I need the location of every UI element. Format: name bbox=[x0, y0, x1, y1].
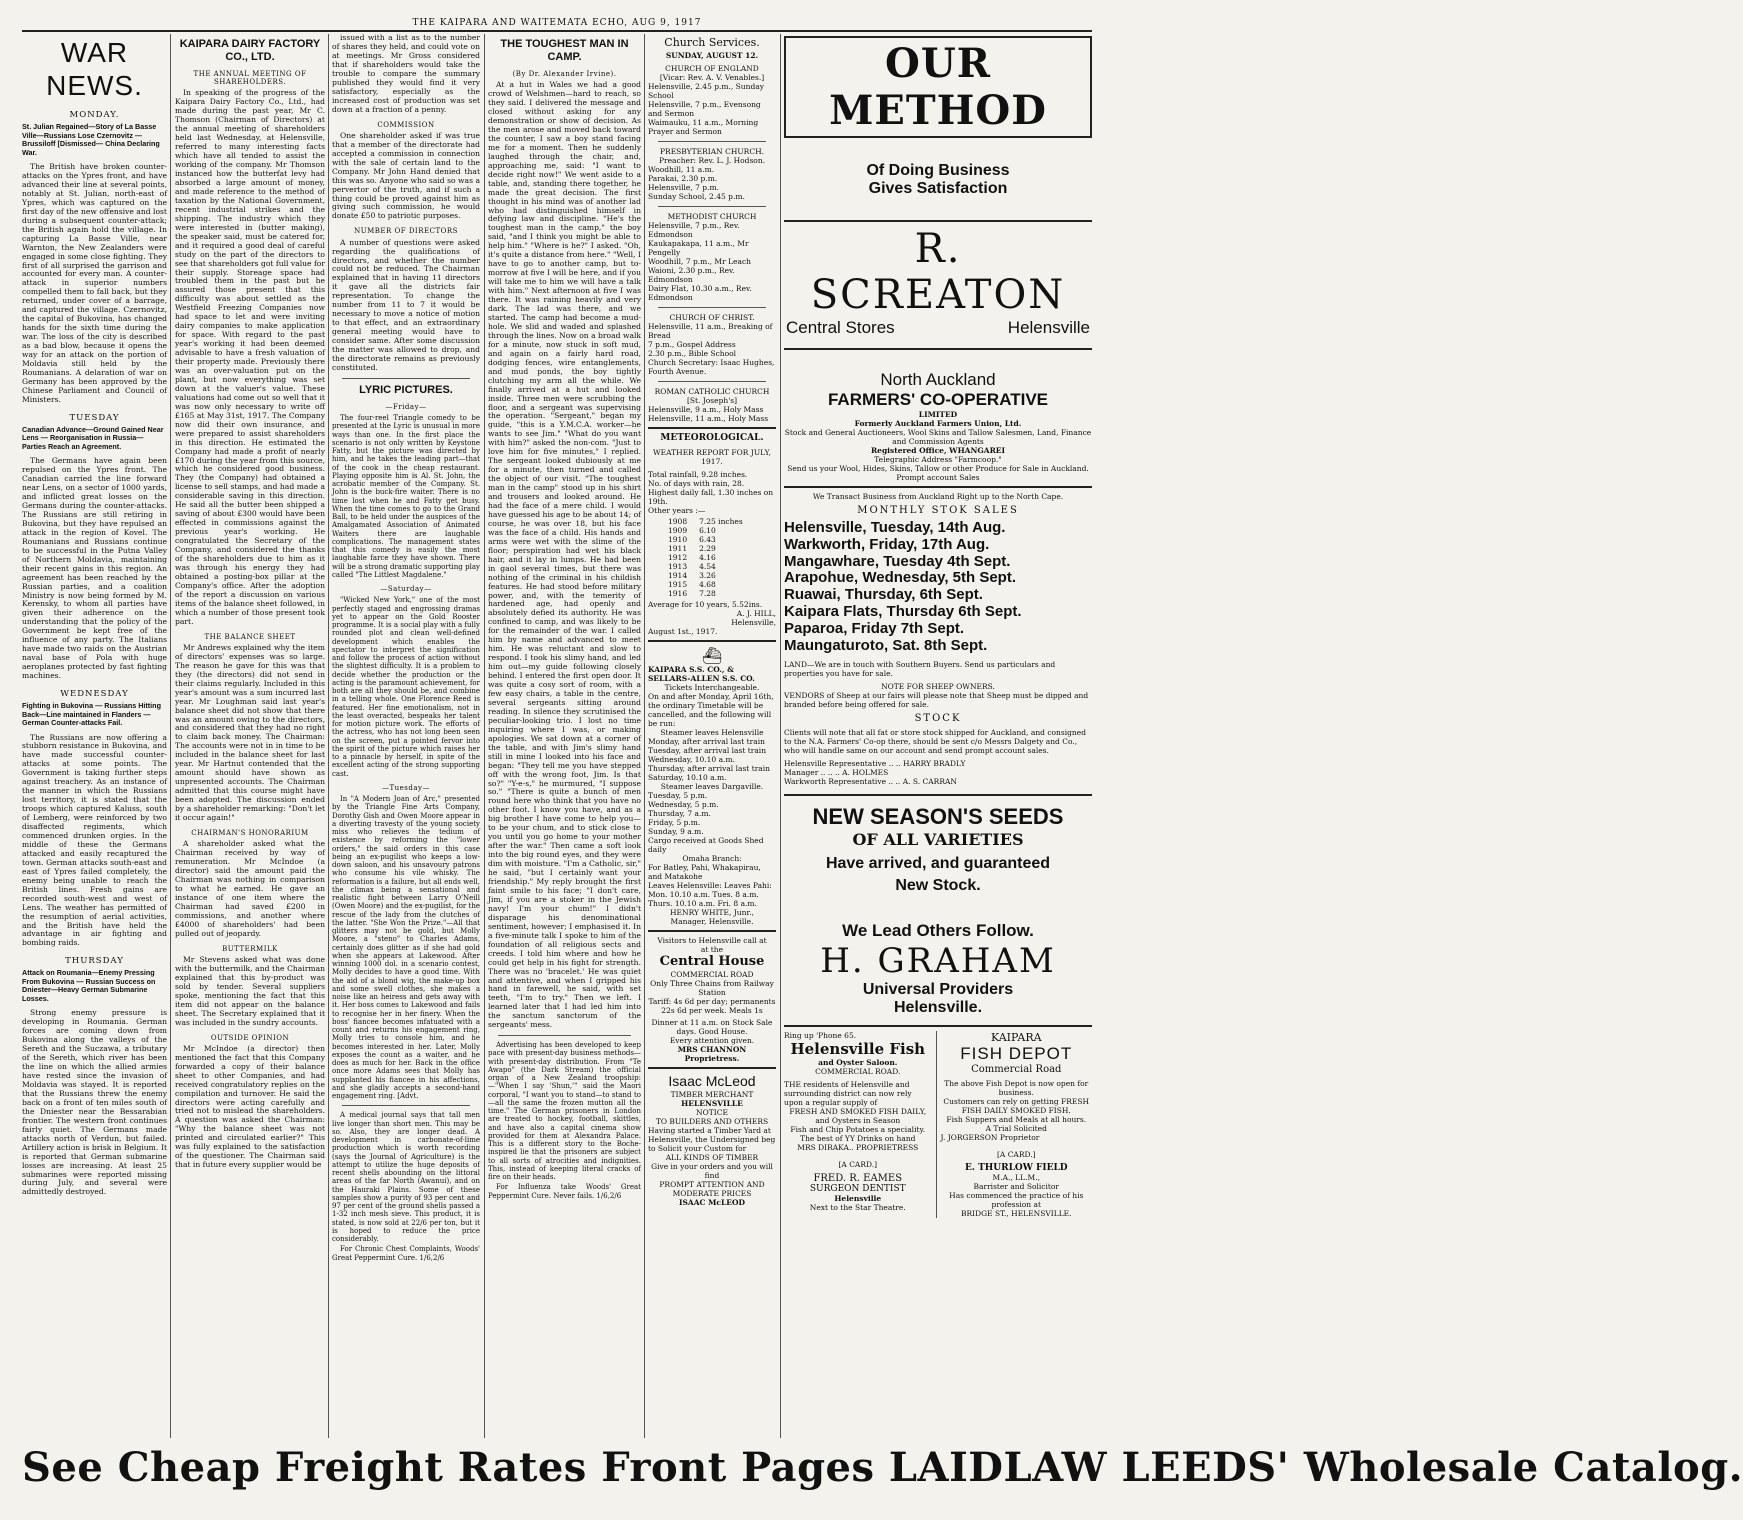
farmers-telegraphic: Telegraphic Address "Farmcoop." bbox=[874, 455, 1002, 464]
church-name: PRESBYTERIAN CHURCH. bbox=[660, 147, 764, 157]
sale-line: Ruawai, Thursday, 6th Sept. bbox=[784, 586, 983, 604]
sale-line: Mangawhare, Tuesday 4th Sept. bbox=[784, 552, 1011, 570]
service-line: Sunday School, 2.45 p.m. bbox=[648, 192, 745, 202]
lyric-title: LYRIC PICTURES. bbox=[359, 383, 453, 396]
divider bbox=[784, 348, 1092, 350]
ss-line: Tuesday, 5 p.m. bbox=[648, 791, 708, 801]
day-heading: MONDAY. bbox=[69, 110, 120, 121]
table-row: 1910 6.43 bbox=[668, 534, 716, 544]
ss-line: Wednesday, 5 p.m. bbox=[648, 800, 719, 810]
divider bbox=[658, 381, 766, 382]
divider bbox=[648, 930, 776, 932]
war-news-column bbox=[22, 34, 167, 1440]
screaton-place: Helensville bbox=[1007, 318, 1090, 337]
mcleod-body: Having started a Timber Yard at Helensville, the Undersigned beg to Solicit your Custom for bbox=[648, 1125, 776, 1153]
depot-suppers: Fish Suppers and Meals at all hours. bbox=[946, 1115, 1087, 1125]
article-body: issued with a list as to the number of shares they held, and could vote on at meetings. Mr Gross considered that if shareholders would take the trouble to compare the summary published they would find it very satisfactory, especially as the increased cost of production was set down at a fraction of a penny. bbox=[332, 33, 480, 114]
depot-trial: A Trial Solicited bbox=[985, 1124, 1047, 1134]
article-title: THE TOUGHEST MAN IN CAMP. bbox=[500, 38, 629, 63]
service-line: Woodhill, 7 p.m., Mr Leach bbox=[648, 257, 752, 267]
table-row: 1908 7.25 inches bbox=[668, 516, 743, 526]
met-subtitle: WEATHER REPORT FOR JULY, 1917. bbox=[652, 447, 772, 466]
news-body: The British have broken counter-attacks on the Ypres front, and have advanced their line at several points, notably at St. Julian, north-east of Ypres, which was captured on the first day of the new offensive and lost during a subsequent counter-attack; the British again hold the village. In capturing La Basse Ville, near Warnton, the New Zealanders were engaged in some close fighting. They first of all surprised the garrison and accounted for every man. A counter-attack in superior numbers compelled them to fall back, but they returned, under cover of a barrage, and captured the village. Czernovitz, the capital of Bukovina, has changed hands for the sixth time during the war. The loss of the city is described as a bad blow, because it opens the way for an attack on the portion of Moldavia still held by the Roumanians. A delaration of war on Germany has been approved by the Chinese Parliament and Council of Ministers. bbox=[22, 162, 167, 404]
screaton-stores: Central Stores bbox=[786, 318, 895, 337]
met-line: No. of days with rain, 28. bbox=[648, 478, 745, 488]
table-row: 1912 4.16 bbox=[668, 552, 716, 562]
church-vicar: [Vicar: Rev. A. V. Venables.] bbox=[659, 73, 765, 83]
ss-line: Cargo received at Goods Shed daily bbox=[648, 836, 764, 855]
central-prop2: Proprietress. bbox=[684, 1053, 740, 1063]
byline: (By Dr. Alexander Irvine). bbox=[512, 69, 617, 78]
article-body: "Wicked New York," one of the most perfectly staged and engrossing dramas yet to appear on the Gold Rooster programme. It is a social play with a fully rounded plot and clean well-defined development which enables the spectator to interpret the signification and follow the process of action without the slightest difficulty. It is a problem to decide whether the production or the acting is the paramount achievement, for both are all they should be, and combine in a telling whole. One Florence Reed is featured. Her fine emotionalism, not in the least overacted, bespeaks her talent for motion picture work. The efforts of the actress, who has not long been seen on the screen, put a pointed fervor into the spirit of the picture which raises her to a pinnacle by herself, in spite of the excellent acting of the strong supporting cast. bbox=[332, 596, 480, 778]
article-body: Advertising has been developed to keep pace with present-day business methods—with present-day distribution. From "Te Awapo" (the Dark Stream) the official organ of a New Zealand troopship:—"When I say 'Shun,'" said the Maori corporal, "I want you to stand—to stand to—all the same the frozen mutton all the time." The German prisoners in London are treated to hockey, football, skittles, and have also a capital cinema show provided for them at Alexandra Palace. This is a different story to the Boche-inspired lie that the prisoners are subject to all sorts of atrocities and indignities. This, instead of keeping literal cracks of fire on their heads. bbox=[488, 1041, 641, 1182]
service-line: Waimauku, 11 a.m., Morning Prayer and Sermon bbox=[648, 118, 759, 137]
mcleod-sign: ISAAC McLEOD bbox=[678, 1197, 746, 1207]
article-body: In speaking of the progress of the Kaipara Dairy Factory Co., Ltd., had made during the past year, Mr C. Thomson (Chairman of Directors) at the annual meeting of shareholders held last Wednesday, at Helensville, referred to many interesting facts which have all tended to assist the working of the company. Mr Thomson instanced how the butterfat levy had absorbed a large amount of money, and made reference to the method of taxation by the National Government, recent industrial strikes and the shipping. The industry which they were interested in (butter making), the speaker said, must be catered for, and it required a good deal of careful study on the part of the directors to see that shareholders got full value for their supply. Storeage space had troubled them in the past but he assured those present that this difficulty was about settled as the Westfield Freezing Companies now had space to let and were inviting dairy companies to make application for space. With regard to the past year's working it had been deemed advisable to have a fresh valuation of their property made. Previously there was an over-valuation put on the plant, but now everything was set down at the valuer's value. These valuations had come out so well that it was now only necessary to write off £165 at May 31st, 1917. The Company now did their own insurance, and were prepared to assist shareholders in this direction. He estimated the Company had made a profit of nearly £170 during the year from this source, which he considered good business. They (the Company) had obtained a license to sell stamps, and had made a considerable saving in this direction. He said all the butter been shipped a saving of about £300 would have been effected in commissions against the previous year's working. He congratulated the Secretary of the Company, and considered the thanks of the shareholders due to him as it was through his energy they had obtained a posting-box pillar at the Company's office. After the adoption of the report a discussion on various items of the balance sheet followed, in which a number of those present took part. bbox=[175, 88, 325, 626]
depot-rely: Customers can rely on getting FRESH FISH DAILY SMOKED FISH. bbox=[943, 1097, 1090, 1116]
farmers-title: FARMERS' CO-OPERATIVE bbox=[827, 390, 1049, 409]
ss-intro: On and after Monday, April 16th, the ordinary Timetable will be cancelled, and the following will be run: bbox=[648, 692, 774, 729]
ss-line: For Batley, Pahi, Whakapirau, and Matakohe bbox=[648, 863, 761, 882]
article-body: The four-reel Triangle comedy to be presented at the Lyric is unusual in more ways than one. In the first place the scenario is not only written by Keystone Fatty, but the picture was directed by him, and he takes the leading part—that of the cook in the cheap restaurant. Playing opposite him is Al. St. John, the acrobatic member of the Company. St. John is the buck-fire waiter. There is no time lost when he and Fatty get busy. When the time comes to go to the Grand Ball, to be held under the auspices of the Amalgamated Association of Animated Waiters there are laughable complications. The management states that this comedy is easily the most laughable farce they have shown. There will be a strong dramatic supporting play called "The Littlest Magdalene." bbox=[332, 414, 480, 579]
masthead: THE KAIPARA AND WAITEMATA ECHO, AUG 9, 1917 bbox=[22, 18, 1092, 32]
ss-line: Sunday, 9 a.m. bbox=[648, 827, 704, 837]
bottom-ads bbox=[784, 1031, 1092, 1218]
service-line: 7 p.m., Gospel Address bbox=[648, 340, 736, 350]
notices-column bbox=[648, 34, 776, 1440]
service-line: Helensville, 11 a.m., Breaking of Bread bbox=[648, 322, 773, 341]
footer-advert: See Cheap Freight Rates Front Pages LAIDLAW LEEDS' Wholesale Catalog. bbox=[22, 1444, 1743, 1491]
service-line: Helensville, 2.45 p.m., Sunday School bbox=[648, 82, 764, 101]
mcleod-to: TO BUILDERS AND OTHERS bbox=[655, 1116, 769, 1126]
central-tariff: Tariff: 4s 6d per day; permanents 22s 6d per week. Meals 1s bbox=[648, 996, 776, 1015]
sale-line: Maungaturoto, Sat. 8th Sept. bbox=[784, 636, 988, 654]
ss-line: Thursday, after arrival last train bbox=[648, 764, 770, 774]
divider bbox=[342, 378, 470, 379]
depot-road: Commercial Road bbox=[971, 1064, 1062, 1076]
fish-fresh: FRESH AND SMOKED FISH DAILY, bbox=[789, 1107, 927, 1117]
ads-column bbox=[784, 34, 1092, 1440]
news-body: The Russians are now offering a stubborn resistance in Bukovina, and have made successful counter-attacks at some points. The Government is taking further steps against treachery. As an instance of the manner in which the Russians lost territory, it is stated that the troops which captured Kaluss, south of Lemberg, were reinforced by two disaffected regiments, which commenced drunken orgies. In the middle of these the Germans attacked and easily recaptured the town. German attacks south-east and east of Ypres failed completely, the enemy being unable to reach the British lines. Fresh gains are recorded south-west and west of Lens. The weather has permitted of the resumption of aerial activities, and the British have held the advantage in air fighting and bombing raids. bbox=[22, 732, 167, 948]
monthly-title: MONTHLY STOK SALES bbox=[857, 505, 1019, 516]
fish-ring: Ring up 'Phone 65. bbox=[784, 1031, 857, 1041]
note-title: NOTE FOR SHEEP OWNERS. bbox=[881, 682, 995, 692]
article-body: A shareholder asked what the Chairman received by way of remuneration. Mr McIndoe (a director) said the amount paid the Chairman was nothing in comparison to what he earned. He gave an instance of one item where the Chairman had saved £200 in commissions, and another where £4000 of shareholders' had been pulled out of jeopardy. bbox=[175, 839, 325, 938]
fish-body: THE residents of Helensville and surrounding district can now rely upon a regular supply of bbox=[784, 1080, 912, 1108]
section-heading: CHAIRMAN'S HONORARIUM bbox=[191, 828, 309, 837]
divider bbox=[648, 640, 776, 642]
card-label: [A CARD.] bbox=[996, 1150, 1036, 1160]
table-row: 1913 4.54 bbox=[668, 561, 716, 571]
day-heading: WEDNESDAY bbox=[60, 689, 129, 700]
sale-line: Warkworth, Friday, 17th Aug. bbox=[784, 535, 990, 553]
lyric-column bbox=[332, 34, 480, 1440]
farmers-send: Send us your Wool, Hides, Skins, Tallow or other Produce for Sale in Auckland. Prompt account Sales bbox=[787, 464, 1089, 482]
fish-chips: Fish and Chip Potatoes a speciality. bbox=[790, 1125, 926, 1135]
seeds-new: New Stock. bbox=[895, 877, 981, 895]
met-line: Other years :— bbox=[648, 505, 706, 515]
service-line: Dairy Flat, 10.30 a.m., Rev. Edmondson bbox=[648, 284, 752, 303]
graham-place: Helensville. bbox=[893, 999, 983, 1017]
war-news-title: WAR NEWS. bbox=[46, 37, 143, 102]
depot-open: The above Fish Depot is now open for business. bbox=[944, 1079, 1089, 1098]
church-preacher: Preacher: Rev. L. J. Hodson. bbox=[658, 156, 766, 166]
screaton-name: R. SCREATON bbox=[810, 226, 1066, 318]
table-row: 1911 2.29 bbox=[668, 543, 716, 553]
fish-drinks: The best of YY Drinks on hand bbox=[800, 1134, 916, 1144]
news-body: Strong enemy pressure is developing in Roumania. German forces are coming down from Bukovina along the valleys of the Sereth and the Suczawa, a tributary of the Sereth, which river has been the line on which the allied armies have rested since the invasion of Moldavia was stayed. It is reported that the Russians threw the enemy back on a front of ten miles south of the Dniester near the Bessarabian frontier. The western front continues fairly quiet. The Germans made attacks north of Verdun, but failed. Artillery action is brisk in Belgium. It is reported that German submarine losses are increasing. At least 25 submarines were reported missing during July, and several were admittedly destroyed. bbox=[22, 1008, 167, 1197]
fish-ad bbox=[784, 1031, 937, 1218]
central-at: at the bbox=[700, 945, 724, 955]
farmers-office: Registered Office, WHANGAREI bbox=[870, 446, 1006, 455]
rep-line: Manager .. .. .. A. HOLMES bbox=[784, 768, 889, 778]
screaton-line bbox=[784, 318, 1092, 338]
service-line: Woodhill, 11 a.m. bbox=[648, 165, 715, 175]
fish-oyster: and Oyster Saloon. bbox=[818, 1058, 898, 1068]
stock-title: STOCK bbox=[914, 713, 962, 725]
section-heading: OUTSIDE OPINION bbox=[210, 1033, 290, 1042]
article-body: One shareholder asked if was true that a member of the directorate had accepted a commission in connection with the sale of certain land to the Company. Mr John Hand denied that this was so. Anyone who said so was a pervertor of the truth, and if such a thing could be proved against him as giving such commission, he would donate £50 to patriotic purposes. bbox=[332, 130, 480, 221]
na-title: North Auckland bbox=[880, 370, 996, 389]
news-summary: St. Julian Regained—Story of La Basse Ville—Russians Lose Czernovitz — Brussiloff [Dismissed— China Declaring War. bbox=[22, 122, 160, 157]
ss-tickets: Tickets Interchangeable. bbox=[664, 683, 760, 693]
news-summary: Fighting in Bukovina — Russians Hitting Back—Line maintained in Flanders — German Counter-attacks Fail. bbox=[22, 701, 161, 728]
article-body: For Chronic Chest Complaints, Woods' Great Peppermint Cure. 1/6,2/6 bbox=[332, 1245, 480, 1262]
met-line: Total rainfall, 9.28 inches. bbox=[648, 469, 748, 479]
ss-manager: Manager, Helensville. bbox=[670, 917, 754, 927]
seeds-title: NEW SEASON'S SEEDS bbox=[812, 804, 1064, 830]
depot-prop: J. JORGERSON Proprietor bbox=[940, 1133, 1040, 1143]
depot-ad bbox=[937, 1031, 1092, 1218]
ss-line: Saturday, 10.10 a.m. bbox=[648, 773, 727, 783]
met-title: METEOROLOGICAL. bbox=[660, 433, 764, 444]
article-body: For Influenza take Woods' Great Peppermint Cure. Never fails. 1/6,2/6 bbox=[488, 1183, 641, 1200]
lead-line: We Lead Others Follow. bbox=[842, 921, 1034, 941]
table-row: 1915 4.68 bbox=[668, 579, 716, 589]
section-heading: THE BALANCE SHEET bbox=[204, 632, 296, 641]
divider bbox=[658, 307, 766, 308]
depot-name: FISH DEPOT bbox=[960, 1044, 1073, 1064]
ss-line: Leaves Helensville: Leaves Pahi: bbox=[648, 881, 772, 891]
church-name: METHODIST CHURCH bbox=[667, 212, 757, 222]
ss-heading: Steamer leaves Dargaville. bbox=[660, 782, 764, 792]
service-line: 2.30 p.m., Bible School bbox=[648, 349, 737, 359]
fish-oysters: and Oysters in Season bbox=[815, 1116, 901, 1126]
column-rule bbox=[484, 34, 485, 1438]
card-label: [A CARD.] bbox=[838, 1160, 878, 1170]
divider bbox=[342, 1105, 470, 1106]
mcleod-kinds: ALL KINDS OF TIMBER bbox=[665, 1152, 759, 1162]
method-title: OUR METHOD bbox=[784, 36, 1092, 138]
article-body: Mr Andrews explained why the item of directors' expenses was so large. The reason he gave for this was that they (the directors) did not send in their claims regularly. Included in this year's amount was a sum incurred last year. Mr Loughman said last year's balance sheet did not show that there was an amount owing to the directors, and considered that they had no right to claim back money. The Chairman: The accounts were not in in time to be included in the balance sheet for last year. Mr Hartnut contended that the amount should have shown as unpresented accounts. The Chairman admitted that this course might have been adopted. The discussion ended by a shareholder remarking: "Don't let it occur again!" bbox=[175, 642, 325, 822]
table-row: 1909 6.10 bbox=[668, 525, 716, 535]
mcleod-prompt: PROMPT ATTENTION AND MODERATE PRICES bbox=[659, 1179, 765, 1198]
lawyer-title: Barrister and Solicitor bbox=[973, 1182, 1059, 1192]
service-line: Kaukapakapa, 11 a.m., Mr Pengelly bbox=[648, 239, 749, 258]
service-line: Helensville, 7 p.m., Evensong and Sermon bbox=[648, 100, 761, 119]
central-road: COMMERCIAL ROAD bbox=[670, 969, 754, 979]
farmers-formerly: Formerly Auckland Farmers Union, Ltd. bbox=[854, 419, 1022, 428]
dentist-name: FRED. R. EAMES bbox=[813, 1173, 903, 1185]
article-body: At a hut in Wales we had a good crowd of Welshmen—hard to reach, so they said. I delivered the message and closed without asking for any demonstration or show of decision. As the men arose and moved back toward the counter, I saw a boy stand facing me for a moment. Then he suddenly laughed through the chair, and, approaching me, said: "I want to decide right now!" We went aside to a table, and, standing there together, he made the great decision. The first thought in his mind was of another lad who had distinguished himself in defying law and discipline. "He's the toughest man in the camp," the boy said, "and I think you might be able to help him." "Where is he?" I asked. "Oh, it's quite a distance from here." "Well, I have to go to another camp, but to-morrow at five I will be here, and if you will take me to him we will have a talk with him." Next afternoon at five I was there. It was raining heavily and very dark. The lad was there, and we started. The camp had become a mud-hole. We slid and waded and splashed through the lines. Now on a broad walk for a minute, now stuck in soft mud, and again on a fairly hard road, dodging fences, wire entanglements, and mud ponds, the boy tightly clutching my arm all the while. We finally arrived at a hut and looked inside. Three men were scrubbing the floor, and a sergeant was supervising the operation. "Sergeant," began my guide, "this is a Y.M.C.A. worker—he wants to see Jim." "What do you want with him?" asked the non-com. "Just to love him for five minutes," I replied. The sergeant looked dubiously at me for a minute, then turned and called the object of our visit. "The toughest man in the camp" stood up in his shirt and trousers and looked around. He had the face of a mere child. I would have guessed his age to be about 14; of course, he was over 18, but his face was the face of a child. His hands and arms were wet with the slime of the floor; perspiration had wet his black hair, and it lay in lumps. He had been in gaol several times, but there was nothing of the criminal in his childish features. He had stood before military power, and, with the temerity of hardened age, had openly and absolutely defied its authority. He was confined to camp, and was likely to be for the remainder of the war. I called him by name and advanced to meet him. He was reluctant and slow to respond. I took his slimy hand, and led him out—my guide following closely behind. I entered the first open door. It was quite a cosy sort of room, with a few easy chairs, a table in the centre, several sergeants sitting around reading. In silence they scrutinised the peculiar-looking trio. I lost no time inquiring where I was, or making apologies. We sat down at a corner of the table, and with Jim's slimy hand still in mine I looked into his face and began: "They tell me you have stepped off with the wrong foot, Jim. Is that so?" "Y-e-s," he murmured, "I suppose so." "There is quite a bunch of men round here who think that you have no other foot. I know you have, and as a big brother I have come to help you—to be your chum, and to stick close to you until you go home to your mother after the war." Then came a soft look into the big round eyes, and they were dim with moisture. "I'm a Catholic, sir," he said, "but I certainly want your friendship." My reply brought the first faint smile to his face; "I don't care, Jim, if you are a stoker in the Jewish navy! I'm your chum!" I didn't disparage his denominational sentiment, however; I emphasised it. In a five-minute talk I spoke to him of the foundation of all religious sects and creeds. I told him where and how he could get help in his fight for strength. There was no 'bracelet.' He was quiet and attentive, and when I gripped his hand in farewell, he said, with set teeth, "I'm to try." Then we left. I learned later that I had led him into the sanctum sanctorum of the sergeants' mess. bbox=[488, 80, 641, 1030]
service-line: Helensville, 11 a.m., Holy Mass bbox=[648, 414, 769, 424]
day-heading: TUESDAY bbox=[69, 412, 120, 423]
lawyer-degree: M.A., LL.M., bbox=[992, 1173, 1040, 1183]
farmers-stock: Stock and General Auctioneers, Wool Skins and Tallow Salesmen, Land, Finance and Commission Agents bbox=[784, 428, 1092, 446]
service-line: Church Secretary: Isaac Hughes, Fourth Avenue. bbox=[648, 358, 775, 377]
column-rule bbox=[644, 34, 645, 1438]
met-place: Helensville, bbox=[731, 617, 776, 627]
graham-universal: Universal Providers bbox=[862, 981, 1014, 999]
ss-heading: Omaha Branch: bbox=[682, 854, 742, 864]
fish-name: Helensville Fish bbox=[790, 1040, 926, 1059]
divider bbox=[784, 486, 1092, 488]
sale-line: Kaipara Flats, Thursday 6th Sept. bbox=[784, 602, 1022, 620]
news-summary: Attack on Roumania—Enemy Pressing From Bukovina — Russian Success on Dniester—Heavy German Submarine Losses. bbox=[22, 968, 156, 1003]
divider bbox=[498, 1035, 631, 1036]
column-rule bbox=[170, 34, 171, 1438]
central-dinner: Dinner at 11 a.m. on Stock Sale days. Good House. bbox=[651, 1017, 773, 1036]
divider bbox=[784, 220, 1092, 222]
church-name: ROMAN CATHOLIC CHURCH bbox=[654, 387, 770, 397]
church-name: CHURCH OF CHRIST. bbox=[669, 313, 755, 323]
depot-kaipara: KAIPARA bbox=[990, 1031, 1042, 1045]
farmers-land: LAND—We are in touch with Southern Buyers. Send us particulars and properties you have for sale. bbox=[784, 660, 1056, 679]
met-sign: A. J. HILL, bbox=[736, 608, 776, 618]
dentist-title: SURGEON DENTIST bbox=[809, 1184, 906, 1195]
graham-name: H. GRAHAM bbox=[820, 941, 1056, 982]
church-subname: [St. Joseph's] bbox=[686, 396, 738, 406]
section-heading: BUTTERMILK bbox=[222, 944, 278, 953]
met-line: Average for 10 years, 5.52ins. bbox=[648, 599, 763, 609]
table-row: 1914 3.26 bbox=[668, 570, 716, 580]
steamer-icon: ⛴ bbox=[701, 645, 723, 665]
dairy-factory-column bbox=[175, 34, 325, 1440]
central-attention: Every attention given. bbox=[669, 1035, 755, 1045]
mcleod-name: Isaac McLeod bbox=[668, 1072, 756, 1089]
lawyer-address: BRIDGE ST., HELENSVILLE. bbox=[960, 1209, 1072, 1219]
ss-line: Mon. 10.10 a.m. Tues. 8 a.m. bbox=[648, 890, 759, 900]
fish-prop: MRS DIRAKA.. PROPRIETRESS bbox=[797, 1143, 919, 1153]
method-sub: Of Doing Business bbox=[866, 162, 1010, 179]
note-body: VENDORS of Sheep at our fairs will please note that Sheep must be dipped and branded before being offered for sale. bbox=[784, 691, 1089, 710]
ss-title: KAIPARA S.S. CO., & SELLARS-ALLEN S.S. CO. bbox=[648, 665, 755, 684]
seeds-varieties: OF ALL VARIETIES bbox=[852, 830, 1024, 850]
section-heading: COMMISSION bbox=[377, 120, 435, 129]
section-heading: —Tuesday— bbox=[381, 783, 431, 792]
divider bbox=[784, 794, 1092, 796]
article-body: In "A Modern Joan of Arc," presented by the Triangle Fine Arts Company, Dorothy Gish and Owen Moore appear in a diverting travesty of the young society miss who relieves the tedium of existence by reforming the "lower orders," the said orders in this case being an ex-pugilist who keeps a low-down saloon, and his unsavoury patrons who consume his vile whisky. The reformation is a failure, but all ends well, the climax being a sensational and realistic fight between Larry O'Neill (Owen Moore) and the ex-pugilist, for the rescue of the lady from the clutches of the latter. "She Won the Prize."—All that glitters may not be gold, but Molly Moore, a "steno" to Charles Adams, certainly does glitter as if she had gold when she appears at Lakewood. After winning 1000 dol. in a scenario contest, Molly decides to have a good time. With the aid of a blond wig, the make-up box and some swell clothes, she makes a noise like an heiress and gets away with it. Her boss comes to Lakewood and fails to recognise her in her finery. When the boss' fiancee becomes infatuated with a count and returns his engagement ring, Molly tries to console him, and he becomes interested in her. Later, Molly exposes the count as a waiter, and he does as much for her. Back in the office once more Adams sees that Molly has supplanted his fiancee in his affections, and she gladly accepts a second-hand engagement ring. [Advt. bbox=[332, 795, 480, 1101]
table-row: 1916 7.28 bbox=[668, 588, 716, 598]
divider bbox=[648, 427, 776, 429]
central-prop: MRS CHANNON bbox=[677, 1044, 747, 1054]
divider bbox=[648, 1067, 776, 1069]
ss-line: Thursday, 7 a.m. bbox=[648, 809, 711, 819]
mcleod-notice: NOTICE bbox=[696, 1107, 728, 1117]
service-line: Helensville, 9 a.m., Holy Mass bbox=[648, 405, 764, 415]
service-line: Helensville, 7 p.m., Rev. Edmondson bbox=[648, 221, 740, 240]
divider bbox=[784, 1025, 1092, 1027]
ss-line: Tuesday, after arrival last train bbox=[648, 746, 767, 756]
sale-line: Helensville, Tuesday, 14th Aug. bbox=[784, 519, 1006, 536]
church-name: CHURCH OF ENGLAND bbox=[665, 64, 759, 74]
section-heading: —Saturday— bbox=[380, 585, 432, 594]
lawyer-commenced: Has commenced the practice of his profession at bbox=[949, 1191, 1084, 1210]
article-body: Mr McIndoe (a director) then mentioned the fact that this Company forwarded a copy of their balance sheet to other Companies, and had received congratulatory replies on the compilation and turnover. He said the directors were acting carefully and tried not to mislead the shareholders. A question was asked the Chairman: "Why the balance sheet was not printed and circulated earlier?" This was fully explained to the satisfaction of the questioner. The Chairman said that in future every supplier would be bbox=[175, 1043, 325, 1170]
seeds-arrived: Have arrived, and guaranteed bbox=[825, 855, 1051, 873]
ss-line: Monday, after arrival last train bbox=[648, 737, 765, 747]
divider bbox=[658, 206, 766, 207]
dentist-place: Helensville bbox=[834, 1194, 882, 1204]
ss-sign: HENRY WHITE, Junr., bbox=[670, 908, 754, 918]
article-title: KAIPARA DAIRY FACTORY CO., LTD. bbox=[179, 38, 321, 63]
dentist-next: Next to the Star Theatre. bbox=[809, 1203, 906, 1213]
rep-line: Warkworth Representative .. .. A. S. CARRAN bbox=[784, 777, 957, 787]
ss-heading: Steamer leaves Helensville bbox=[660, 728, 764, 738]
church-date: SUNDAY, AUGUST 12. bbox=[665, 51, 759, 61]
article-body: A medical journal says that tall men live longer than short men. This may be so. Also, they are longer dead. A development in carbonate-of-lime production which is worth recording (says the Journal of Agriculture) is the attempt to utilize the huge deposits of recent shells abounding on the littoral areas of the far North (Awanui), and on the Hauraki Plains. Some of these samples show a purity of 93 per cent and 97 per cent of the ground shells passed a 1-32 inch mesh sieve. This product, it is stated, is now sold at 22/6 per ton, but it is hoped to reduce the price considerably. bbox=[332, 1111, 480, 1244]
central-name: Central House bbox=[659, 954, 765, 970]
stock-body: Clients will note that all fat or store stock shipped for Auckland, and consigned to the N.A. Farmers' Co-op there, should be sent c/o Messrs Dalgety and Co., who will handle same on our account and send prompt account sales. bbox=[784, 728, 1086, 756]
central-visitors: Visitors to Helensville call at bbox=[657, 936, 767, 946]
camp-column bbox=[488, 34, 641, 1440]
mcleod-place: HELENSVILLE bbox=[681, 1098, 743, 1108]
column-rule bbox=[328, 34, 329, 1438]
rep-line: Helensville Representative .. .. HARRY BRADLY bbox=[784, 759, 966, 769]
mcleod-give: Give in your orders and you will find bbox=[651, 1161, 773, 1180]
central-chains: Only Three Chains from Railway Station bbox=[650, 978, 774, 997]
divider bbox=[658, 141, 766, 142]
column-rule bbox=[780, 34, 781, 1438]
news-body: The Germans have again been repulsed on the Ypres front. The Canadian carried the line forward near Lens, on a sector of 1000 yards, and inflicted great losses on the Germans during the counter-attacks. The Russians are still retiring in Bukovina, but they have repulsed an attack in the region of Kovel. The Roumanians and Russians continue to be successful in the Putna Valley of Northern Moldavia, maintaining their recent gains in this region. An agreement has been reached by the Russian parties, and a coalition Ministry is now being formed by M. Kerensky, to whom all parties have given their adherence on the understanding that the policy of the Government be kept free of the influence of any party. The Italians have made two raids on the Austrian naval base of Pola with huge aeroplanes protected by fast fighting machines. bbox=[22, 456, 167, 681]
service-line: Helensville, 7 p.m. bbox=[648, 183, 719, 193]
ss-line: Thurs. 10.10 a.m. Fri. 8 a.m. bbox=[648, 899, 757, 909]
ss-line: Friday, 5 p.m. bbox=[648, 818, 701, 828]
met-date: August 1st., 1917. bbox=[648, 626, 718, 636]
sale-line: Paparoa, Friday 7th Sept. bbox=[784, 619, 965, 637]
farmers-limited: LIMITED bbox=[918, 410, 958, 419]
service-line: Parakai, 2.30 p.m. bbox=[648, 174, 718, 184]
section-heading: —Friday— bbox=[385, 402, 427, 411]
method-sub: Gives Satisfaction bbox=[868, 180, 1008, 197]
section-heading: NUMBER OF DIRECTORS bbox=[354, 227, 458, 236]
sale-line: Arapohue, Wednesday, 5th Sept. bbox=[784, 569, 1016, 587]
article-body: A number of questions were asked regarding the qualifications of directors, and whether the number could not be reduced. The Chairman explained that in having 11 directors it gave all the districts fair representation. To change the number from 11 to 7 it would be necessary to move a notice of motion to that effect, and an extraordinary general meeting would have to consider same. After some discussion the matter was allowed to drop, and the directorate remains as previously constituted. bbox=[332, 237, 480, 372]
article-subtitle: THE ANNUAL MEETING OF SHAREHOLDERS. bbox=[193, 69, 307, 87]
ss-line: Wednesday, 10.10 a.m. bbox=[648, 755, 735, 765]
service-line: Waioni, 2.30 p.m., Rev. Edmondson bbox=[648, 266, 735, 285]
rainfall-table bbox=[662, 517, 749, 598]
fish-road: COMMERCIAL ROAD. bbox=[815, 1067, 901, 1077]
lawyer-name: E. THURLOW FIELD bbox=[964, 1163, 1068, 1174]
article-body: Mr Stevens asked what was done with the buttermilk, and the Chairman explained that this by-product was sold by tender. Several suppliers spoke, mentioning the fact that this item did not appear on the balance sheet. The Secretary explained that it was included in the sundry accounts. bbox=[175, 954, 325, 1027]
church-title: Church Services. bbox=[664, 36, 760, 49]
farmers-transact: We Transact Business from Auckland Right up to the North Cape. bbox=[812, 492, 1064, 501]
mcleod-trade: TIMBER MERCHANT bbox=[670, 1089, 754, 1099]
news-summary: Canadian Advance—Ground Gained Near Lens — Reorganisation in Russia—Parties Reach an Agreement. bbox=[22, 424, 164, 451]
day-heading: THURSDAY bbox=[65, 956, 124, 967]
met-line: Highest daily fall, 1.30 inches on 19th. bbox=[648, 487, 774, 506]
